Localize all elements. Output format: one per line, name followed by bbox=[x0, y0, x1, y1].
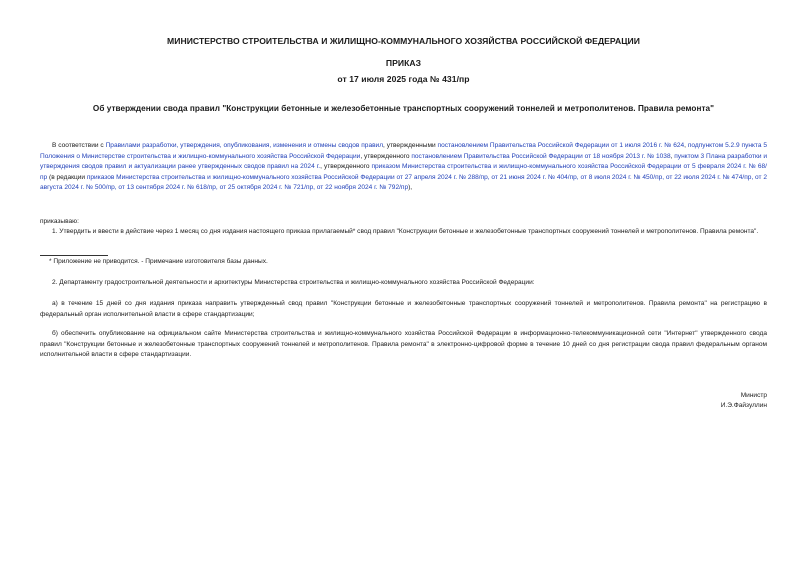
item-1: 1. Утвердить и ввести в действие через 1 месяц со дня издания настоящего приказа прилагаемый* свод правил "Конструкции бетонные и железобетонные транспортных сооружений тоннелей и метрополитенов. Правила ремонта". bbox=[52, 228, 759, 235]
link-regulation-subclause[interactable]: подпунктом 5.2.9 пункта 5 Положения о Министерстве строительства и жилищно-коммунального хозяйства Российской Федерации bbox=[40, 142, 767, 160]
footnote: * Приложение не приводится. - Примечание изготовителя базы данных. bbox=[49, 258, 268, 265]
preamble-text: , bbox=[684, 142, 688, 149]
item-2a: а) в течение 15 дней со дня издания приказа направить утвержденный свод правил "Конструкции бетонные и железобетонные транспортных сооружений тоннелей и метрополитенов. Правила ремонта" на регистрацию в федеральный орган исполнительной власти в сфере стандартизации; bbox=[40, 300, 767, 318]
document-date-number: от 17 июля 2025 года № 431/пр bbox=[337, 74, 470, 84]
footnote-separator bbox=[40, 255, 108, 256]
link-plan-item3[interactable]: пунктом 3 Плана разработки и утверждения сводов правил и актуализации ранее утвержденных сводов правил на 2024 г. bbox=[40, 152, 768, 170]
link-amending-orders[interactable]: приказов Министерства строительства и жилищно-коммунального хозяйства Российской Федерации от 27 апреля 2024 г. № 288/пр, от 21 июня 2024 г. № 404/пр, от 8 июля 2024 г. № 450/пр, от 22 июля 2024 г. № 474/пр, от 2 августа 2024 г. № 500/пр, от 13 сентября 2024 г. № 618/пр, от 25 октября 2024 г. № 721/пр, от 22 ноября 2024 г. № 792/пр bbox=[40, 173, 767, 191]
preamble-text: ), bbox=[408, 184, 413, 191]
link-order-68[interactable]: приказом Министерства строительства и жилищно-коммунального хозяйства Российской Федерации от 5 февраля 2024 г. № 68/пр bbox=[40, 163, 768, 181]
preamble-text: , bbox=[670, 152, 675, 160]
document-type: ПРИКАЗ bbox=[385, 58, 422, 68]
link-decree-1038[interactable]: постановлением Правительства Российской Федерации от 18 ноября 2013 г. № 1038 bbox=[411, 152, 671, 160]
preamble-paragraph bbox=[40, 141, 767, 194]
signature-name: И.Э.Файзуллин bbox=[720, 402, 767, 409]
preamble-text: , утвержденного bbox=[320, 163, 372, 170]
preamble-text: , утвержденными bbox=[383, 142, 438, 149]
item-2b: б) обеспечить опубликование на официальном сайте Министерства строительства и жилищно-коммунального хозяйства Российской Федерации в информационно-телекоммуникационной сети "Интернет" утвержденного свода правил "Конструкции бетонные и железобетонные транспортных сооружений тоннелей и метрополитенов. Правила ремонта" в электронно-цифровой форме в течение 10 дней со дня регистрации свода правил федеральным органом исполнительной власти в сфере стандартизации. bbox=[40, 330, 767, 358]
order-word: приказываю: bbox=[40, 218, 79, 225]
link-decree-624[interactable]: постановлением Правительства Российской Федерации от 1 июля 2016 г. № 624 bbox=[437, 142, 685, 149]
item-2: 2. Департаменту градостроительной деятельности и архитектуры Министерства строительства и жилищно-коммунального хозяйства Российской Федерации: bbox=[52, 279, 535, 286]
preamble-text: (в редакции bbox=[47, 173, 87, 181]
link-rules[interactable]: Правилами разработки, утверждения, опубликования, изменения и отмены сводов правил bbox=[105, 142, 384, 149]
signature-position: Министр bbox=[740, 392, 767, 399]
preamble-text: В соответствии с bbox=[52, 142, 106, 149]
document-title: Об утверждении свода правил "Конструкции бетонные и железобетонные транспортных сооружений тоннелей и метрополитенов. Правила ремонта" bbox=[92, 104, 715, 113]
preamble-text: , утвержденного bbox=[360, 152, 412, 160]
ministry-heading: МИНИСТЕРСТВО СТРОИТЕЛЬСТВА И ЖИЛИЩНО-КОММУНАЛЬНОГО ХОЗЯЙСТВА РОССИЙСКОЙ ФЕДЕРАЦИИ bbox=[167, 36, 640, 46]
